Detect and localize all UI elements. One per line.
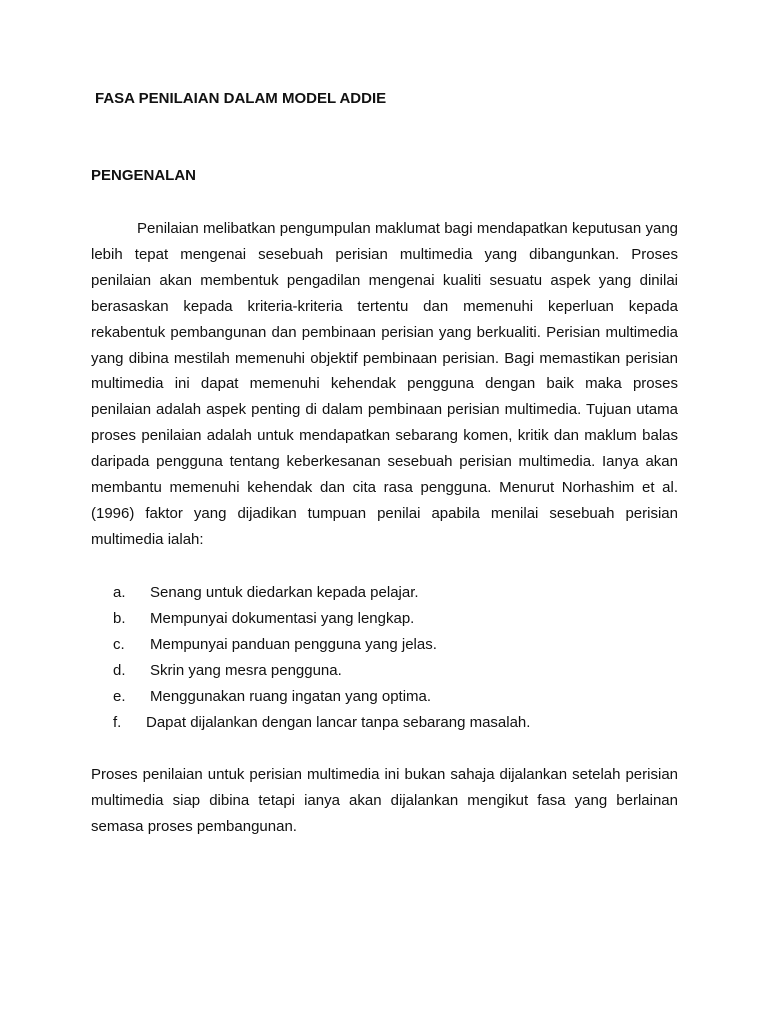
criteria-marker: b. [113, 610, 126, 627]
criteria-item-f [91, 710, 678, 736]
criteria-marker: f. [113, 714, 122, 731]
criteria-text: Skrin yang mesra pengguna. [150, 662, 342, 679]
criteria-text: Menggunakan ruang ingatan yang optima. [150, 688, 432, 705]
criteria-text: Dapat dijalankan dengan lancar tanpa sebarang masalah. [146, 714, 531, 731]
criteria-item-c [91, 632, 678, 658]
intro-paragraph: Penilaian melibatkan pengumpulan maklumat bagi mendapatkan keputusan yang lebih tepat mengenai sesebuah perisian multimedia yang dibangunkan. Proses penilaian akan membentuk pengadilan mengenai kualiti sesuatu aspek yang dinilai berasaskan kepada kriteria-kriteria tertentu dan memenuhi keperluan kepada rekabentuk pembangunan dan pembinaan perisian yang berkualiti. Perisian multimedia yang dibina mestilah memenuhi objektif pembinaan perisian. Bagi memastikan perisian multimedia ini dapat memenuhi kehendak pengguna dengan baik maka proses penilaian adalah aspek penting di dalam pembinaan perisian multimedia. Tujuan utama proses penilaian adalah untuk mendapatkan sebarang komen, kritik dan maklum balas daripada pengguna tentang keberkesanan sesebuah perisian multimedia. Ianya akan membantu memenuhi kehendak dan cita rasa pengguna. Menurut Norhashim et al. (1996) faktor yang dijadikan tumpuan penilai apabila menilai sesebuah perisian multimedia ialah: [91, 220, 678, 548]
criteria-text: Senang untuk diedarkan kepada pelajar. [150, 584, 419, 601]
criteria-marker: e. [113, 688, 126, 705]
criteria-item-e [91, 684, 678, 710]
criteria-text: Mempunyai panduan pengguna yang jelas. [150, 636, 437, 653]
closing-paragraph: Proses penilaian untuk perisian multimedia ini bukan sahaja dijalankan setelah perisian multimedia siap dibina tetapi ianya akan dijalankan mengikut fasa yang berlainan semasa proses pembangunan. [91, 766, 678, 835]
criteria-item-a [91, 580, 678, 606]
criteria-marker: a. [113, 584, 126, 601]
criteria-list [91, 580, 678, 736]
document-title: FASA PENILAIAN DALAM MODEL ADDIE [95, 90, 387, 107]
criteria-item-d [91, 658, 678, 684]
criteria-item-b [91, 606, 678, 632]
criteria-marker: c. [113, 636, 125, 653]
criteria-marker: d. [113, 662, 126, 679]
criteria-text: Mempunyai dokumentasi yang lengkap. [150, 610, 415, 627]
section-heading-pengenalan: PENGENALAN [91, 167, 197, 184]
